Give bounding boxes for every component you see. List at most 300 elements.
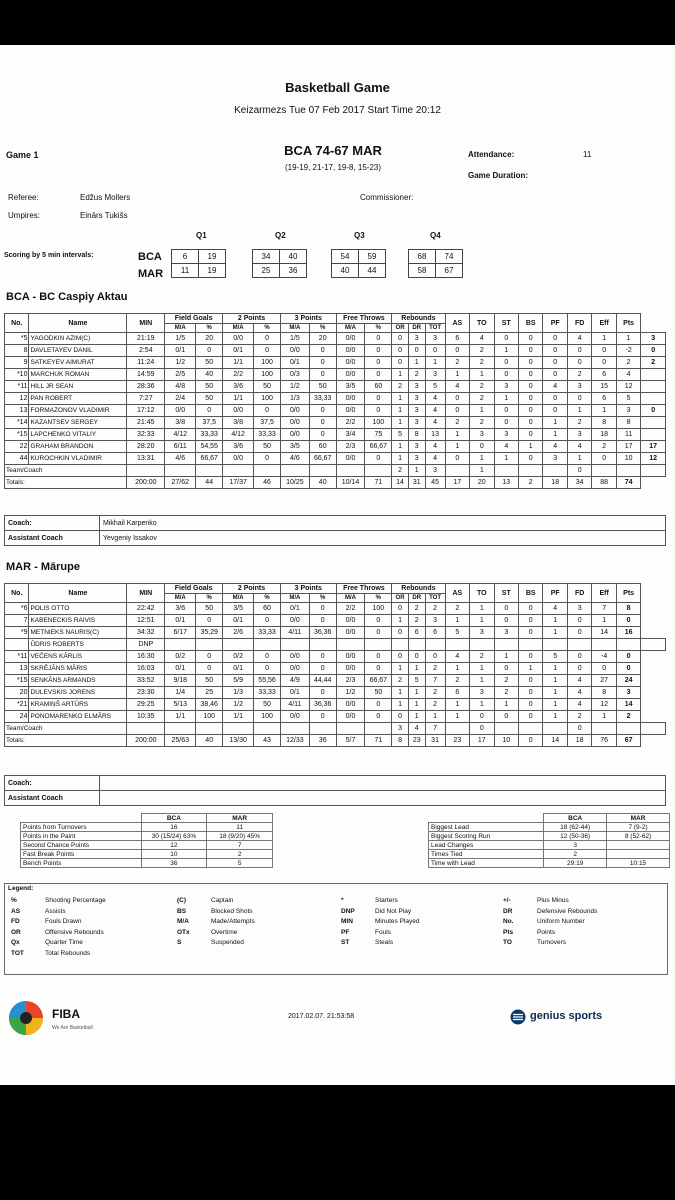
stat-cell: 25/63 bbox=[165, 735, 196, 747]
column-header: MIN bbox=[127, 584, 165, 603]
stat-cell: 5 bbox=[425, 381, 445, 393]
stat-cell: 5 bbox=[445, 627, 469, 639]
legend-abbr: (C) bbox=[177, 897, 187, 904]
column-header: Free Throws bbox=[336, 584, 392, 594]
stat-cell: 1 bbox=[425, 711, 445, 723]
stat-cell: 2 bbox=[408, 603, 425, 615]
player-name: KUROCHKIN VLADIMIR bbox=[29, 453, 127, 465]
column-header: BS bbox=[519, 584, 543, 603]
fiba-wordmark: FIBA bbox=[52, 1007, 80, 1021]
stat-cell: 2 bbox=[392, 381, 409, 393]
stat-cell: 66,67 bbox=[309, 453, 336, 465]
stat-cell: 5/13 bbox=[165, 699, 196, 711]
stat-cell: 3 bbox=[408, 453, 425, 465]
legend-meaning: Total Rebounds bbox=[45, 949, 91, 957]
player-number: 22 bbox=[5, 441, 29, 453]
stat-cell: 0/0 bbox=[336, 393, 365, 405]
stat-cell: 0 bbox=[309, 687, 336, 699]
player-points: 17 bbox=[641, 441, 666, 453]
stat-cell: 1 bbox=[392, 687, 409, 699]
stat-cell: 0 bbox=[445, 405, 469, 417]
legend-abbr: S bbox=[177, 939, 182, 946]
stat-cell: 28:20 bbox=[127, 441, 165, 453]
stat-cell: 1/2 bbox=[223, 699, 254, 711]
stat-value: 8 (52-62) bbox=[607, 832, 670, 841]
stat-cell: 6 bbox=[445, 333, 469, 345]
column-header: PF bbox=[543, 314, 567, 333]
column-header: FD bbox=[567, 314, 591, 333]
stat-cell: 0 bbox=[392, 651, 409, 663]
stat-cell: 66,67 bbox=[365, 441, 392, 453]
stat-cell: 3/5 bbox=[223, 603, 254, 615]
stat-cell: 4 bbox=[425, 441, 445, 453]
stat-cell bbox=[254, 723, 281, 735]
stat-cell: 0 bbox=[365, 615, 392, 627]
stat-cell: 2 bbox=[470, 357, 494, 369]
legend-abbr: TOT bbox=[11, 949, 24, 957]
column-subheader: M/A bbox=[280, 324, 309, 333]
totals-row bbox=[5, 477, 666, 489]
stat-cell bbox=[425, 639, 445, 651]
stat-cell: 2 bbox=[567, 369, 591, 381]
stat-cell: 0 bbox=[519, 357, 543, 369]
stat-cell: 0 bbox=[494, 663, 518, 675]
stat-cell: 0 bbox=[519, 735, 543, 747]
stat-cell: 0 bbox=[365, 357, 392, 369]
legend-abbr: +/- bbox=[503, 897, 511, 904]
player-row bbox=[5, 711, 666, 723]
stat-cell bbox=[165, 465, 196, 477]
stat-cell: 0 bbox=[592, 663, 616, 675]
player-name: KRAMIŅŠ ARTŪRS bbox=[29, 699, 127, 711]
stat-cell: 4 bbox=[567, 687, 591, 699]
stat-cell bbox=[616, 639, 640, 651]
legend-item bbox=[11, 939, 106, 950]
quarter-scores: (19-19, 21-17, 19-8, 15-23) bbox=[284, 163, 382, 172]
stat-row bbox=[429, 850, 670, 859]
player-name: POLIS OTTO bbox=[29, 603, 127, 615]
stat-cell: 1 bbox=[445, 663, 469, 675]
stat-cell: 3/8 bbox=[223, 417, 254, 429]
stat-cell bbox=[336, 465, 365, 477]
stat-cell: 6 bbox=[592, 369, 616, 381]
stat-cell: 0/1 bbox=[165, 615, 196, 627]
stat-cell: 4 bbox=[567, 699, 591, 711]
player-name: KABENECKIS RAIVIS bbox=[29, 615, 127, 627]
stat-cell: 1 bbox=[392, 417, 409, 429]
stat-cell bbox=[519, 465, 543, 477]
column-header: PF bbox=[543, 584, 567, 603]
stat-cell: 0/0 bbox=[336, 711, 365, 723]
stat-cell: 2 bbox=[445, 603, 469, 615]
stat-cell: 1/1 bbox=[223, 393, 254, 405]
stat-cell: 0 bbox=[392, 603, 409, 615]
stat-cell: 0 bbox=[309, 345, 336, 357]
stat-cell: 3 bbox=[425, 333, 445, 345]
stat-label: Biggest Scoring Run bbox=[429, 832, 544, 841]
stat-cell: 2 bbox=[592, 441, 616, 453]
stat-cell: 3 bbox=[408, 405, 425, 417]
player-row bbox=[5, 699, 666, 711]
stat-cell bbox=[641, 465, 666, 477]
stat-cell: 50 bbox=[196, 393, 223, 405]
player-name: SENKĀNS ARMANDS bbox=[29, 675, 127, 687]
stat-row bbox=[21, 823, 273, 832]
player-row bbox=[5, 345, 666, 357]
stat-cell: 0/0 bbox=[336, 405, 365, 417]
stat-cell: 3 bbox=[567, 429, 591, 441]
stat-cell: 2 bbox=[445, 675, 469, 687]
stat-cell: 0 bbox=[567, 345, 591, 357]
stat-row bbox=[429, 832, 670, 841]
fiba-tagline: We Are Basketball bbox=[52, 1025, 93, 1031]
stat-value bbox=[607, 850, 670, 859]
player-points: 24 bbox=[616, 675, 640, 687]
stat-cell: 2/5 bbox=[165, 369, 196, 381]
stat-cell: 1 bbox=[543, 675, 567, 687]
stat-cell: 0 bbox=[365, 405, 392, 417]
stat-value: 11 bbox=[207, 823, 273, 832]
stat-cell: 0/0 bbox=[280, 651, 309, 663]
stat-cell: 4/12 bbox=[165, 429, 196, 441]
column-subheader: % bbox=[196, 324, 223, 333]
stat-cell: 3 bbox=[494, 381, 518, 393]
column-header: Eff bbox=[592, 584, 616, 603]
column-subheader: % bbox=[309, 324, 336, 333]
stat-cell bbox=[616, 465, 640, 477]
stat-cell: 0 bbox=[519, 405, 543, 417]
stat-cell: 34 bbox=[567, 477, 591, 489]
stat-cell: 13:31 bbox=[127, 453, 165, 465]
stat-cell: 31 bbox=[408, 477, 425, 489]
stat-cell: 15 bbox=[592, 381, 616, 393]
stat-cell: 1 bbox=[616, 333, 640, 345]
stat-cell: 0/0 bbox=[280, 711, 309, 723]
stat-cell: 2 bbox=[519, 477, 543, 489]
stat-cell: 17:12 bbox=[127, 405, 165, 417]
legend-abbr: FD bbox=[11, 918, 20, 925]
stat-cell: 1 bbox=[519, 663, 543, 675]
stat-cell: 0 bbox=[494, 357, 518, 369]
player-number: 44 bbox=[5, 453, 29, 465]
player-name: DULEVSKIS JORENS bbox=[29, 687, 127, 699]
stat-cell: 0/2 bbox=[165, 651, 196, 663]
column-subheader: OR bbox=[392, 594, 409, 603]
team-header: BCA bbox=[141, 814, 207, 823]
column-subheader: TOT bbox=[425, 324, 445, 333]
stat-cell: 21:45 bbox=[127, 417, 165, 429]
stat-cell: 0 bbox=[392, 711, 409, 723]
legend-column bbox=[177, 897, 255, 950]
column-header: Name bbox=[29, 584, 127, 603]
stat-cell: 0 bbox=[445, 393, 469, 405]
stat-cell: 16:03 bbox=[127, 663, 165, 675]
player-row bbox=[5, 381, 666, 393]
q3-label: Q3 bbox=[354, 231, 365, 240]
stat-cell: 0 bbox=[309, 417, 336, 429]
player-name: HILL JR SEAN bbox=[29, 381, 127, 393]
stat-cell: 44,44 bbox=[309, 675, 336, 687]
stat-cell: 0/0 bbox=[336, 453, 365, 465]
stat-cell: 0 bbox=[519, 429, 543, 441]
stat-cell: 6 bbox=[592, 393, 616, 405]
stat-label: Lead Changes bbox=[429, 841, 544, 850]
team-header: MAR bbox=[607, 814, 670, 823]
stat-cell: 0 bbox=[254, 345, 281, 357]
legend-column bbox=[341, 897, 419, 950]
column-header: Name bbox=[29, 314, 127, 333]
stat-cell: 2 bbox=[616, 357, 640, 369]
stat-cell: 0 bbox=[567, 357, 591, 369]
stat-value: 10:15 bbox=[607, 859, 670, 868]
legend-abbr: OR bbox=[11, 928, 21, 936]
player-row bbox=[5, 333, 666, 345]
legend-item bbox=[11, 950, 106, 961]
stat-cell: 0 bbox=[519, 453, 543, 465]
stat-cell: 12:51 bbox=[127, 615, 165, 627]
team2-coach-table bbox=[4, 775, 666, 806]
stat-label: Bench Points bbox=[21, 859, 142, 868]
stat-cell: 20 bbox=[309, 333, 336, 345]
column-header: ST bbox=[494, 314, 518, 333]
stat-cell: 3 bbox=[470, 627, 494, 639]
legend-abbr: MIN bbox=[341, 918, 353, 925]
player-row bbox=[5, 615, 666, 627]
stat-cell: 0 bbox=[543, 345, 567, 357]
player-name: PAN ROBERT bbox=[29, 393, 127, 405]
stat-cell bbox=[336, 723, 365, 735]
legend-item bbox=[11, 908, 106, 919]
column-header: AS bbox=[445, 314, 469, 333]
stat-cell: 0 bbox=[519, 417, 543, 429]
stat-cell: 0/0 bbox=[223, 453, 254, 465]
stat-cell: 0/1 bbox=[280, 603, 309, 615]
column-subheader: % bbox=[196, 594, 223, 603]
column-header: Eff bbox=[592, 314, 616, 333]
stat-cell: 1 bbox=[392, 453, 409, 465]
stat-cell: 3 bbox=[543, 453, 567, 465]
player-row bbox=[5, 369, 666, 381]
stat-label: Points in the Paint bbox=[21, 832, 142, 841]
legend-item bbox=[341, 918, 419, 929]
bca-scoring-label: BCA bbox=[138, 251, 162, 263]
stat-cell bbox=[445, 723, 469, 735]
stat-cell bbox=[494, 639, 518, 651]
column-header: TO bbox=[470, 314, 494, 333]
stat-cell bbox=[592, 723, 616, 735]
stat-cell: 3/6 bbox=[223, 381, 254, 393]
stat-cell: 4/12 bbox=[223, 429, 254, 441]
stat-cell: 17/37 bbox=[223, 477, 254, 489]
stat-value: 2 bbox=[544, 850, 607, 859]
player-number: *9 bbox=[5, 627, 29, 639]
player-number: 13 bbox=[5, 405, 29, 417]
stat-cell: 3 bbox=[616, 405, 640, 417]
stat-cell: -2 bbox=[616, 345, 640, 357]
stat-cell: 4 bbox=[567, 333, 591, 345]
stat-cell: 0 bbox=[543, 333, 567, 345]
stat-cell: 23 bbox=[445, 735, 469, 747]
stat-cell: 1 bbox=[470, 675, 494, 687]
stat-cell: 17 bbox=[445, 477, 469, 489]
player-points: 14 bbox=[616, 699, 640, 711]
stat-cell bbox=[309, 723, 336, 735]
stat-cell: 0/1 bbox=[223, 345, 254, 357]
stat-cell: 0 bbox=[470, 441, 494, 453]
legend-abbr: AS bbox=[11, 907, 21, 915]
legend-meaning: Quarter Time bbox=[45, 939, 83, 946]
stat-cell bbox=[196, 723, 223, 735]
legend-item bbox=[177, 929, 255, 940]
stat-cell bbox=[470, 639, 494, 651]
stat-cell: 0 bbox=[592, 453, 616, 465]
stat-cell: 1 bbox=[408, 699, 425, 711]
stat-cell: 3 bbox=[425, 615, 445, 627]
stat-cell: 36,36 bbox=[309, 699, 336, 711]
stat-cell: 1 bbox=[408, 663, 425, 675]
player-row bbox=[5, 663, 666, 675]
stat-cell: 1 bbox=[408, 711, 425, 723]
stat-cell: 0/0 bbox=[336, 615, 365, 627]
column-header: TO bbox=[470, 584, 494, 603]
stat-cell: 1 bbox=[445, 429, 469, 441]
stat-cell: 50 bbox=[196, 603, 223, 615]
legend-item bbox=[341, 908, 419, 919]
stat-cell: 1 bbox=[543, 627, 567, 639]
stat-cell: 2/2 bbox=[336, 417, 365, 429]
column-header: 2 Points bbox=[223, 584, 281, 594]
stat-cell: 17 bbox=[470, 735, 494, 747]
column-subheader: % bbox=[254, 324, 281, 333]
stat-cell: 0 bbox=[309, 603, 336, 615]
stat-cell: 7 bbox=[592, 603, 616, 615]
column-header: Rebounds bbox=[392, 314, 445, 324]
stat-cell: 3 bbox=[494, 627, 518, 639]
stat-cell: 1 bbox=[470, 663, 494, 675]
stat-cell: 0/0 bbox=[280, 615, 309, 627]
player-points: 0 bbox=[641, 405, 666, 417]
stat-value: 29:19 bbox=[544, 859, 607, 868]
stat-cell: 3 bbox=[392, 723, 409, 735]
team-coach-row bbox=[5, 465, 666, 477]
player-points: 16 bbox=[616, 627, 640, 639]
stat-cell: 0/2 bbox=[223, 651, 254, 663]
stat-cell: 0 bbox=[567, 615, 591, 627]
legend-meaning: Blocked Shots bbox=[211, 907, 253, 915]
stat-cell: 0/1 bbox=[165, 345, 196, 357]
stat-cell: 1 bbox=[543, 687, 567, 699]
stat-cell: 1/5 bbox=[280, 333, 309, 345]
stat-cell: 3 bbox=[567, 603, 591, 615]
team-points: 67 bbox=[616, 735, 640, 747]
stat-cell: 2 bbox=[470, 345, 494, 357]
stat-cell: 35,29 bbox=[196, 627, 223, 639]
stat-cell: 0 bbox=[392, 345, 409, 357]
game-label: Game 1 bbox=[6, 150, 39, 160]
stat-cell: 3 bbox=[470, 429, 494, 441]
stat-cell: 33,33 bbox=[254, 429, 281, 441]
stat-value bbox=[607, 841, 670, 850]
stat-cell: 3/5 bbox=[336, 381, 365, 393]
stat-cell: 0 bbox=[254, 453, 281, 465]
stat-cell: 0/0 bbox=[280, 405, 309, 417]
stat-cell: 7:27 bbox=[127, 393, 165, 405]
stat-cell: 0/1 bbox=[165, 663, 196, 675]
stat-cell bbox=[223, 723, 254, 735]
stat-cell: 0 bbox=[425, 651, 445, 663]
column-subheader: % bbox=[309, 594, 336, 603]
stat-cell: 2 bbox=[567, 417, 591, 429]
stat-cell: -4 bbox=[592, 651, 616, 663]
stat-cell: 2/2 bbox=[223, 369, 254, 381]
player-number: 24 bbox=[5, 711, 29, 723]
player-name: DAVLETAYEV DANIL bbox=[29, 345, 127, 357]
legend-item bbox=[503, 908, 597, 919]
stat-value: 18 (62-44) bbox=[544, 823, 607, 832]
coach-label: Coach: bbox=[5, 516, 100, 531]
stat-cell: 13 bbox=[425, 429, 445, 441]
stat-cell: 0 bbox=[365, 453, 392, 465]
stat-cell: 1 bbox=[494, 345, 518, 357]
stat-cell: 4 bbox=[616, 369, 640, 381]
stat-cell: 4/6 bbox=[165, 453, 196, 465]
stat-row bbox=[21, 859, 273, 868]
stat-cell: 0 bbox=[254, 615, 281, 627]
stat-cell: 34:32 bbox=[127, 627, 165, 639]
player-points: 0 bbox=[641, 345, 666, 357]
stat-cell: 0 bbox=[494, 711, 518, 723]
stat-cell: 2 bbox=[425, 603, 445, 615]
stat-cell bbox=[223, 639, 254, 651]
legend-item bbox=[503, 918, 597, 929]
stat-cell: 1 bbox=[470, 615, 494, 627]
stat-cell: 1 bbox=[592, 711, 616, 723]
stat-value: 3 bbox=[544, 841, 607, 850]
legend-abbr: No. bbox=[503, 918, 514, 925]
stat-cell: 18 bbox=[543, 477, 567, 489]
stat-cell: 0 bbox=[543, 405, 567, 417]
column-header: Rebounds bbox=[392, 584, 445, 594]
stat-value: 7 (9-2) bbox=[607, 823, 670, 832]
stat-cell: 100 bbox=[196, 711, 223, 723]
stat-cell bbox=[641, 639, 666, 651]
stat-cell: 1/2 bbox=[336, 687, 365, 699]
stat-cell: 18 bbox=[567, 735, 591, 747]
player-row bbox=[5, 417, 666, 429]
stat-cell: 2 bbox=[425, 663, 445, 675]
stat-cell bbox=[336, 639, 365, 651]
assistant-coach-label: Assistant Coach bbox=[5, 791, 100, 806]
stat-cell: 2/6 bbox=[223, 627, 254, 639]
player-row bbox=[5, 405, 666, 417]
legend-item bbox=[177, 897, 255, 908]
stat-cell: 1 bbox=[392, 441, 409, 453]
stat-cell: 1 bbox=[470, 699, 494, 711]
stat-cell: 0 bbox=[254, 333, 281, 345]
stat-cell: 0/0 bbox=[336, 369, 365, 381]
stat-value: 5 bbox=[207, 859, 273, 868]
stat-cell: 0 bbox=[392, 333, 409, 345]
team-header: BCA bbox=[544, 814, 607, 823]
legend-abbr: OTx bbox=[177, 928, 190, 936]
stat-cell bbox=[592, 639, 616, 651]
player-name: PONOMARENKO ELMĀRS bbox=[29, 711, 127, 723]
stat-cell: 0 bbox=[519, 711, 543, 723]
legend-meaning: Assists bbox=[45, 907, 66, 915]
player-row bbox=[5, 441, 666, 453]
stat-cell: 0/0 bbox=[336, 345, 365, 357]
legend-meaning: Points bbox=[537, 928, 556, 936]
